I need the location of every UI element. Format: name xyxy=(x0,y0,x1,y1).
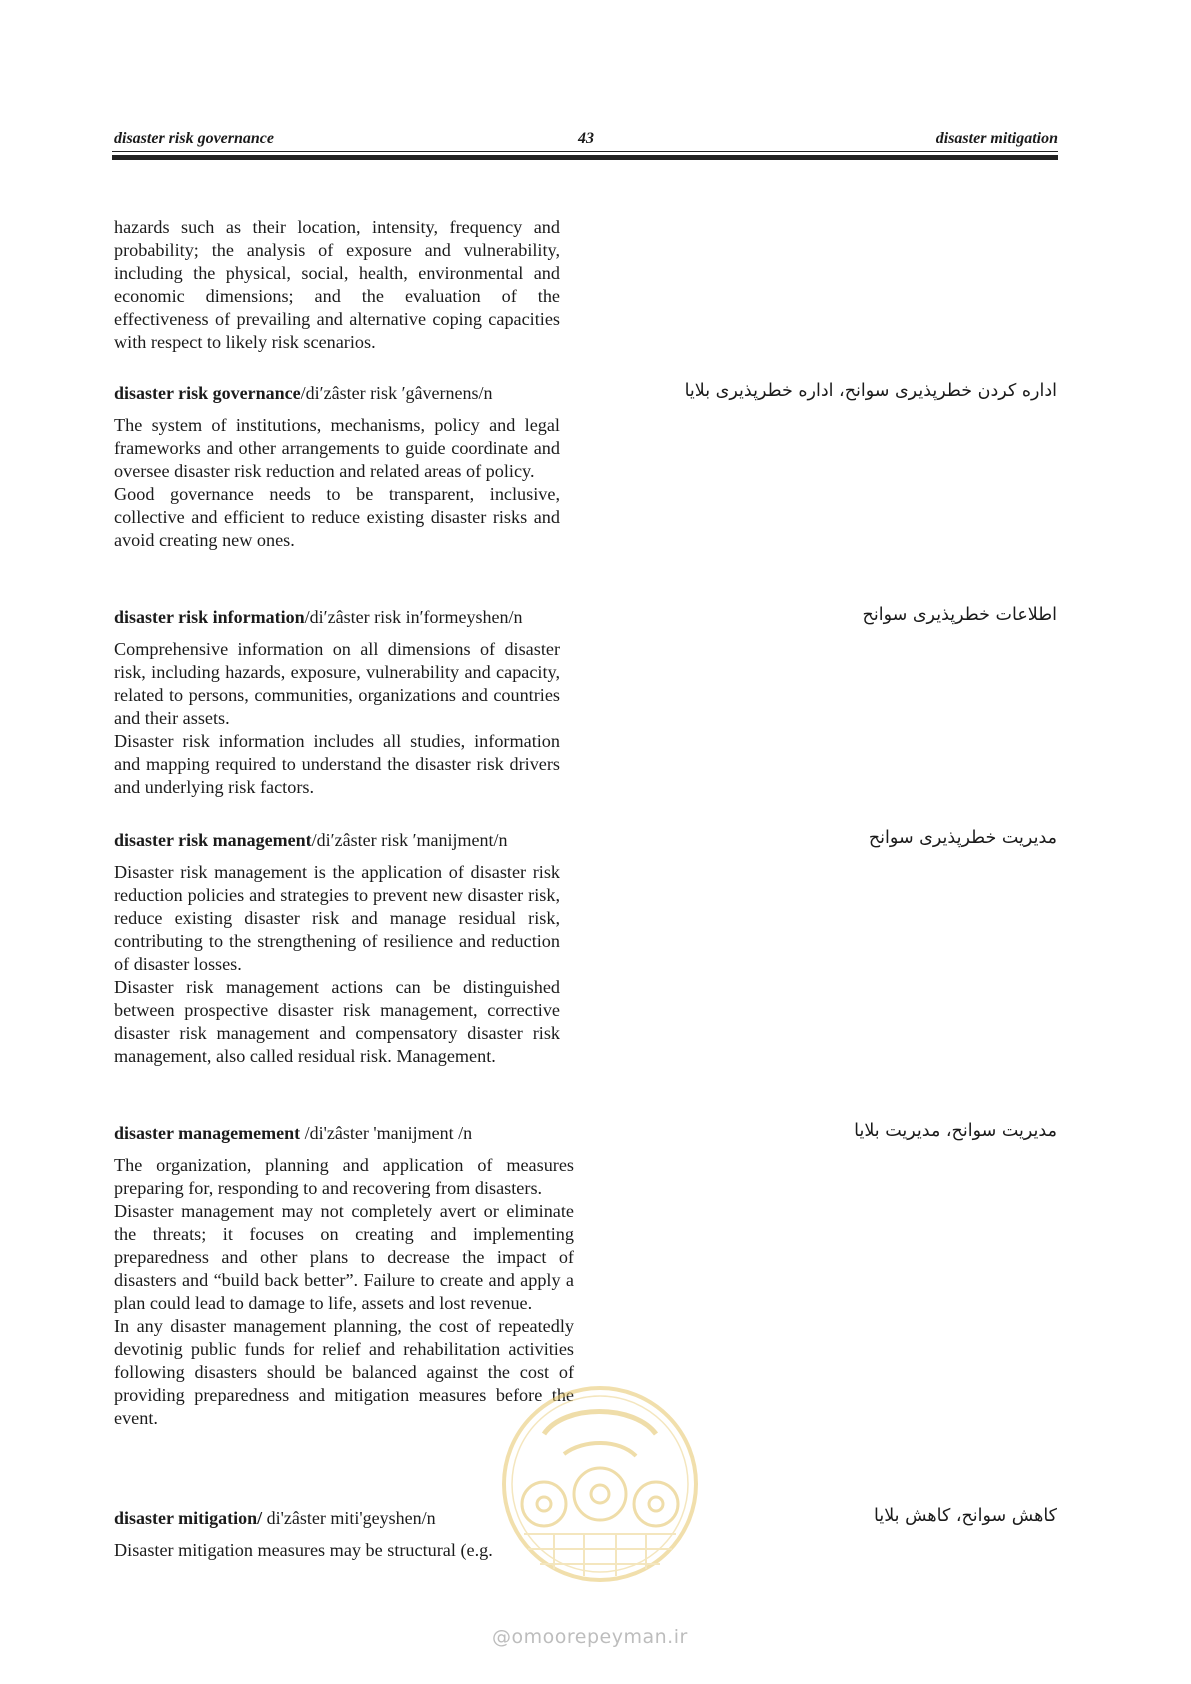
watermark-seal-icon xyxy=(484,1384,716,1584)
entry-term-governance xyxy=(114,383,492,404)
definition-paragraph: The organization, planning and application of measures preparing for, responding to and recovering from disasters. xyxy=(114,1155,574,1198)
header-right-term: disaster mitigation xyxy=(935,130,1058,147)
page-number: 43 xyxy=(578,130,594,147)
term-headword: disaster risk information xyxy=(114,607,305,627)
intro-paragraph xyxy=(114,216,560,354)
definition-paragraph: In any disaster management planning, the cost of repeatedly devotinig public funds for relief and rehabilitation activities following disasters should be balanced against the cost of providing preparedness and mitigation measures before the event. xyxy=(114,1316,574,1428)
term-headword: disaster risk management xyxy=(114,830,312,850)
persian-translation: مدیریت سوانح، مدیریت بلایا xyxy=(854,1121,1057,1141)
definition-paragraph: Comprehensive information on all dimensions of disaster risk, including hazards, exposure, vulnerability and capacity, related to persons, communities, organizations and countries and their assets. xyxy=(114,639,560,728)
header-left-term: disaster risk governance xyxy=(114,130,274,147)
definition-block xyxy=(114,414,560,552)
header-rule-thin xyxy=(112,151,1058,152)
term-headword: disaster managemement xyxy=(114,1123,301,1143)
term-pronunciation: /di′zâster risk ′manijment/n xyxy=(311,830,508,850)
definition-paragraph: Good governance needs to be transparent, inclusive, collective and efficient to reduce existing disaster risks and avoid creating new ones. xyxy=(114,484,560,550)
persian-translation: اطلاعات خطرپذیری سوانح xyxy=(862,605,1057,625)
entry-term-mitigation xyxy=(114,1508,436,1529)
running-header xyxy=(112,124,1058,150)
term-pronunciation: /di'zâster 'manijment /n xyxy=(300,1123,473,1143)
definition-paragraph: Disaster management may not completely avert or eliminate the threats; it focuses on creating and implementing preparedness and other plans to decrease the impact of disasters and “build back better”. Failure to create and apply a plan could lead to damage to life, assets and lost revenue. xyxy=(114,1201,574,1313)
definition-paragraph: Disaster risk management actions can be distinguished between prospective disaster risk management, corrective disaster risk management and compensatory disaster risk management, also called residual risk. Management. xyxy=(114,977,560,1066)
definition-block xyxy=(114,638,560,799)
definition-paragraph: Disaster mitigation measures may be structural (e.g. xyxy=(114,1540,493,1560)
definition-block xyxy=(114,861,560,1068)
persian-translation: کاهش سوانح، کاهش بلایا xyxy=(874,1506,1057,1526)
term-pronunciation: /di′zâster risk ′gâvernens/n xyxy=(300,383,493,403)
term-headword: disaster risk governance xyxy=(114,383,301,403)
entry-term-disaster-management xyxy=(114,1123,472,1144)
intro-text: hazards such as their location, intensity, frequency and probability; the analysis of exposure and vulnerability, including the physical, social, health, environmental and economic dimensions; and the evaluation of the effectiveness of prevailing and alternative coping capacities with respect to likely risk scenarios. xyxy=(114,217,560,352)
watermark-site-text: @omoorepeyman.ir xyxy=(492,1626,688,1648)
entry-term-management xyxy=(114,830,508,851)
persian-translation: مدیریت خطرپذیری سوانح xyxy=(868,828,1057,848)
header-rule-thick xyxy=(112,155,1058,160)
definition-paragraph: Disaster risk management is the application of disaster risk reduction policies and strategies to prevent new disaster risk, reduce existing disaster risk and manage residual risk, contributing to the strengthening of resilience and reduction of disaster losses. xyxy=(114,862,560,974)
persian-translation: اداره کردن خطرپذیری سوانح، اداره خطرپذیری بلایا xyxy=(684,381,1057,401)
term-pronunciation: di'zâster miti'geyshen/n xyxy=(262,1508,436,1528)
definition-paragraph: Disaster risk information includes all studies, information and mapping required to understand the disaster risk drivers and underlying risk factors. xyxy=(114,731,560,797)
entry-term-information xyxy=(114,607,523,628)
definition-paragraph: The system of institutions, mechanisms, policy and legal frameworks and other arrangements to guide coordinate and oversee disaster risk reduction and related areas of policy. xyxy=(114,415,560,481)
term-headword: disaster mitigation/ xyxy=(114,1508,263,1528)
term-pronunciation: /di′zâster risk in′formeyshen/n xyxy=(304,607,523,627)
